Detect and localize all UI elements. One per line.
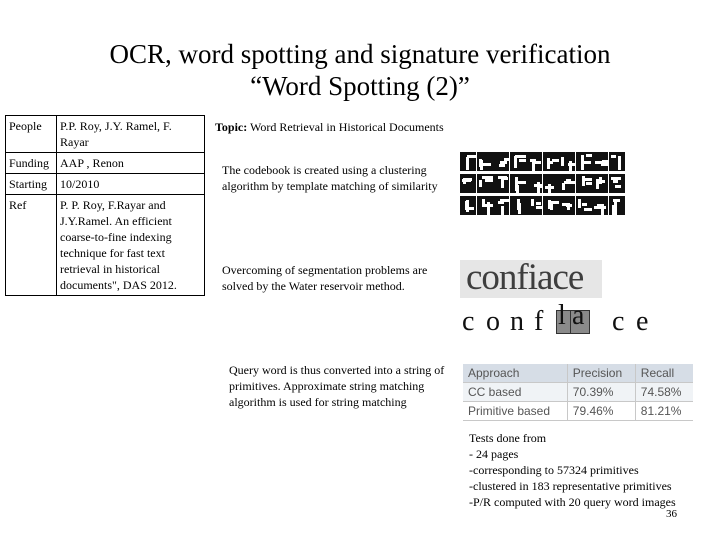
results-header: Recall [635, 364, 693, 383]
glyph-stroke [597, 204, 602, 207]
glyph-tile [592, 152, 608, 171]
glyph-tile [609, 152, 625, 171]
glyph-stroke [567, 203, 570, 210]
glyph-tile [510, 152, 526, 171]
glyph-tile [460, 196, 476, 215]
results-cell: 81.21% [635, 402, 693, 421]
glyph-stroke [547, 161, 553, 164]
segment-char: e [636, 306, 649, 337]
glyph-tile [526, 174, 542, 193]
info-key: Ref [6, 195, 57, 296]
glyph-tile [460, 152, 476, 171]
word-image-original [460, 257, 602, 298]
tests-line: - 24 pages [469, 447, 519, 461]
glyph-stroke [479, 180, 482, 187]
results-header-row [463, 364, 693, 383]
glyph-tile [493, 196, 509, 215]
tests-line: -corresponding to 57324 primitives [469, 463, 639, 477]
glyph-stroke [611, 155, 616, 158]
glyph-tile [592, 196, 608, 215]
glyph-stroke [463, 178, 466, 184]
topic-text: Word Retrieval in Historical Documents [250, 120, 444, 134]
results-row [463, 383, 693, 402]
glyph-stroke [466, 157, 469, 170]
glyph-tile [460, 174, 476, 193]
info-key: Starting [6, 174, 57, 195]
glyph-stroke [612, 205, 615, 217]
segment-char: a [572, 300, 585, 331]
glyph-stroke [566, 179, 571, 182]
glyph-stroke [466, 200, 469, 212]
slide-title: OCR, word spotting and signature verification [109, 39, 611, 69]
glyph-tile [609, 196, 625, 215]
glyph-stroke [613, 199, 620, 202]
word-image-text: confiace [466, 257, 584, 298]
glyph-stroke [465, 178, 472, 181]
slide-subtitle: “Word Spotting (2)” [250, 71, 470, 101]
info-row-funding [6, 153, 205, 174]
tests-block [469, 430, 714, 510]
glyph-stroke [479, 163, 491, 166]
glyph-tile [526, 152, 542, 171]
results-table [463, 364, 693, 421]
glyph-tile [559, 196, 575, 215]
segment-char: o [486, 306, 500, 337]
info-row-ref [6, 195, 205, 296]
glyph-stroke [561, 157, 564, 166]
glyph-stroke [569, 161, 572, 173]
glyph-stroke [596, 180, 605, 183]
info-value: P.P. Roy, J.Y. Ramel, F. Rayar [57, 116, 205, 153]
segment-char: c [612, 306, 625, 337]
glyph-tile [576, 196, 592, 215]
glyph-stroke [499, 164, 505, 167]
glyph-stroke [595, 161, 605, 164]
glyph-stroke [501, 179, 504, 188]
glyph-tile [576, 152, 592, 171]
segment-char: l [558, 300, 566, 331]
segment-char: n [510, 306, 524, 337]
query-paragraph: Query word is thus converted into a string of primitives. Approximate string matching algorithm is used for string matching [229, 363, 445, 409]
results-row [463, 402, 693, 421]
glyph-stroke [515, 155, 526, 158]
word-image-segmented [460, 300, 660, 338]
info-value: 10/2010 [57, 174, 205, 195]
glyph-stroke [562, 183, 565, 191]
info-key: Funding [6, 153, 57, 174]
glyph-stroke [501, 206, 504, 218]
glyph-stroke [531, 199, 534, 206]
glyph-tile [493, 174, 509, 193]
glyph-tile [559, 174, 575, 193]
glyph-stroke [618, 162, 621, 169]
glyph-stroke [550, 203, 553, 209]
glyph-stroke [615, 185, 621, 188]
glyph-tile [543, 174, 559, 193]
info-table [5, 115, 205, 296]
results-header: Precision [567, 364, 635, 383]
primitive-glyph-image [460, 152, 626, 218]
glyph-stroke [578, 199, 581, 208]
segment-char: c [462, 306, 475, 337]
glyph-tile [559, 152, 575, 171]
glyph-stroke [518, 203, 521, 214]
results-cell: 79.46% [567, 402, 635, 421]
glyph-tile [576, 174, 592, 193]
glyph-tile [493, 152, 509, 171]
info-value: P. P. Roy, F.Rayar and J.Y.Ramel. An efficient coarse-to-fine indexing technique for fast text retrieval in historical documents", DAS 2012. [57, 195, 205, 296]
glyph-stroke [532, 161, 542, 164]
results-cell: Primitive based [463, 402, 567, 421]
glyph-tile [592, 174, 608, 193]
glyph-stroke [582, 203, 587, 206]
glyph-tile [477, 152, 493, 171]
glyph-stroke [537, 182, 540, 195]
glyph-tile [609, 174, 625, 193]
glyph-tile [543, 152, 559, 171]
segment-char: f [534, 306, 544, 337]
results-cell: 74.58% [635, 383, 693, 402]
glyph-tile [526, 196, 542, 215]
glyph-stroke [498, 176, 507, 179]
tests-line: Tests done from [469, 431, 547, 445]
page-number: 36 [666, 508, 677, 520]
results-cell: CC based [463, 383, 567, 402]
info-key: People [6, 116, 57, 153]
glyph-tile [543, 196, 559, 215]
glyph-tile [477, 196, 493, 215]
codebook-paragraph: The codebook is created using a clustering algorithm by template matching of similarity [222, 163, 438, 193]
segmentation-paragraph: Overcoming of segmentation problems are solved by the Water reservoir method. [222, 263, 428, 293]
info-row-people [6, 116, 205, 153]
tests-line: -clustered in 183 representative primitives [469, 479, 672, 493]
glyph-tile [510, 174, 526, 193]
results-header: Approach [463, 364, 567, 383]
glyph-stroke [581, 155, 584, 170]
glyph-stroke [536, 202, 542, 205]
glyph-tile [510, 196, 526, 215]
topic-line [215, 119, 485, 135]
topic-label: Topic: [215, 120, 248, 134]
info-row-starting [6, 174, 205, 195]
glyph-stroke [613, 180, 618, 183]
info-value: AAP , Renon [57, 153, 205, 174]
glyph-tile [477, 174, 493, 193]
tests-line: -P/R computed with 20 query word images [469, 495, 676, 509]
results-cell: 70.39% [567, 383, 635, 402]
